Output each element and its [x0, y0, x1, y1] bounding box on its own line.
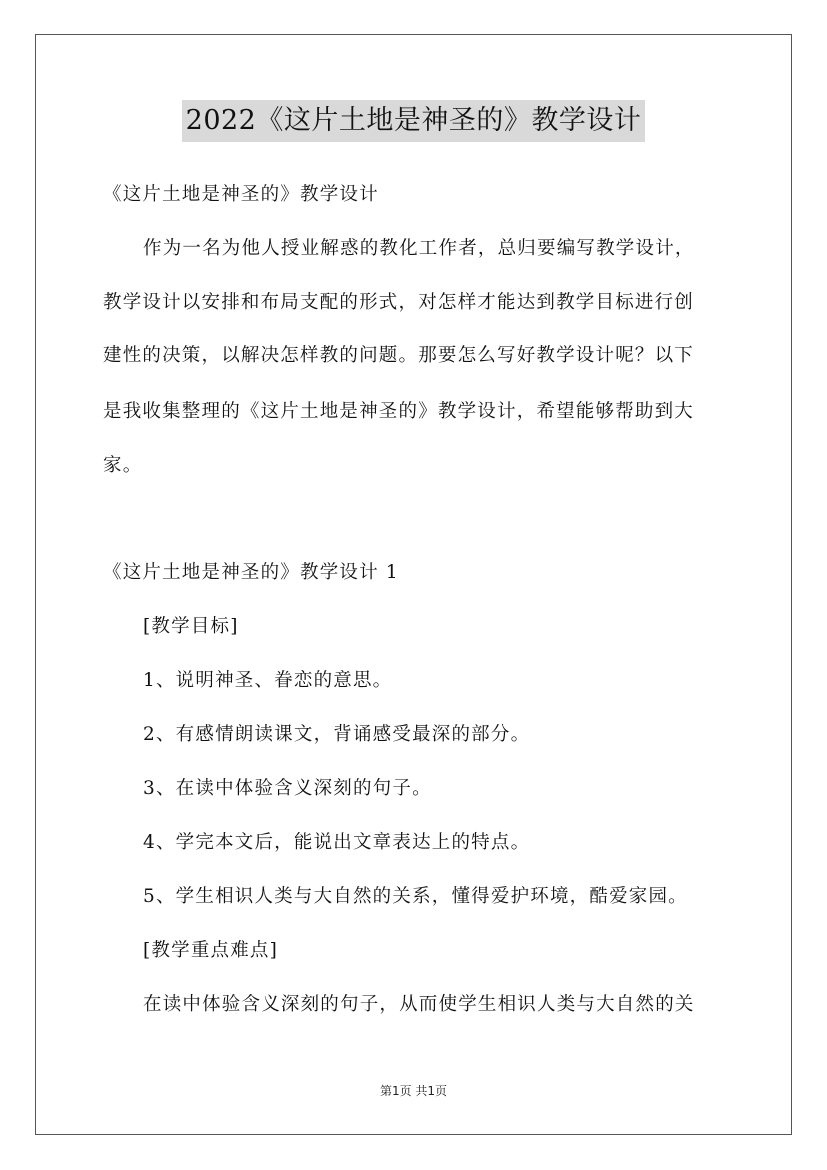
section-heading: 《这片土地是神圣的》教学设计 1 [103, 562, 399, 583]
document-title: 2022《这片土地是神圣的》教学设计 [182, 100, 646, 142]
intro-line: 是我收集整理的《这片土地是神圣的》教学设计，希望能够帮助到大 [103, 401, 695, 422]
objective-item: 1、说明神圣、眷恋的意思。 [143, 670, 393, 691]
objective-item: 4、学完本文后，能说出文章表达上的特点。 [143, 832, 531, 853]
objective-item: 3、在读中体验含义深刻的句子。 [143, 778, 432, 799]
intro-line: 作为一名为他人授业解惑的教化工作者，总归要编写教学设计， [143, 238, 695, 259]
title-container [0, 100, 827, 142]
document-subtitle: 《这片土地是神圣的》教学设计 [103, 184, 379, 205]
objective-item: 5、学生相识人类与大自然的关系，懂得爱护环境，酷爱家园。 [143, 886, 688, 907]
intro-line: 家。 [103, 455, 143, 476]
objectives-heading: [教学目标] [143, 616, 239, 637]
key-points-text: 在读中体验含义深刻的句子，从而使学生相识人类与大自然的关 [143, 994, 695, 1015]
page-number-footer: 第1页 共1页 [379, 1084, 448, 1098]
intro-line: 建性的决策，以解决怎样教的问题。那要怎么写好教学设计呢？以下 [103, 345, 695, 366]
intro-line: 教学设计以安排和布局支配的形式，对怎样才能达到教学目标进行创 [103, 292, 695, 313]
objective-item: 2、有感情朗读课文，背诵感受最深的部分。 [143, 724, 531, 745]
key-points-heading: [教学重点难点] [143, 940, 279, 961]
